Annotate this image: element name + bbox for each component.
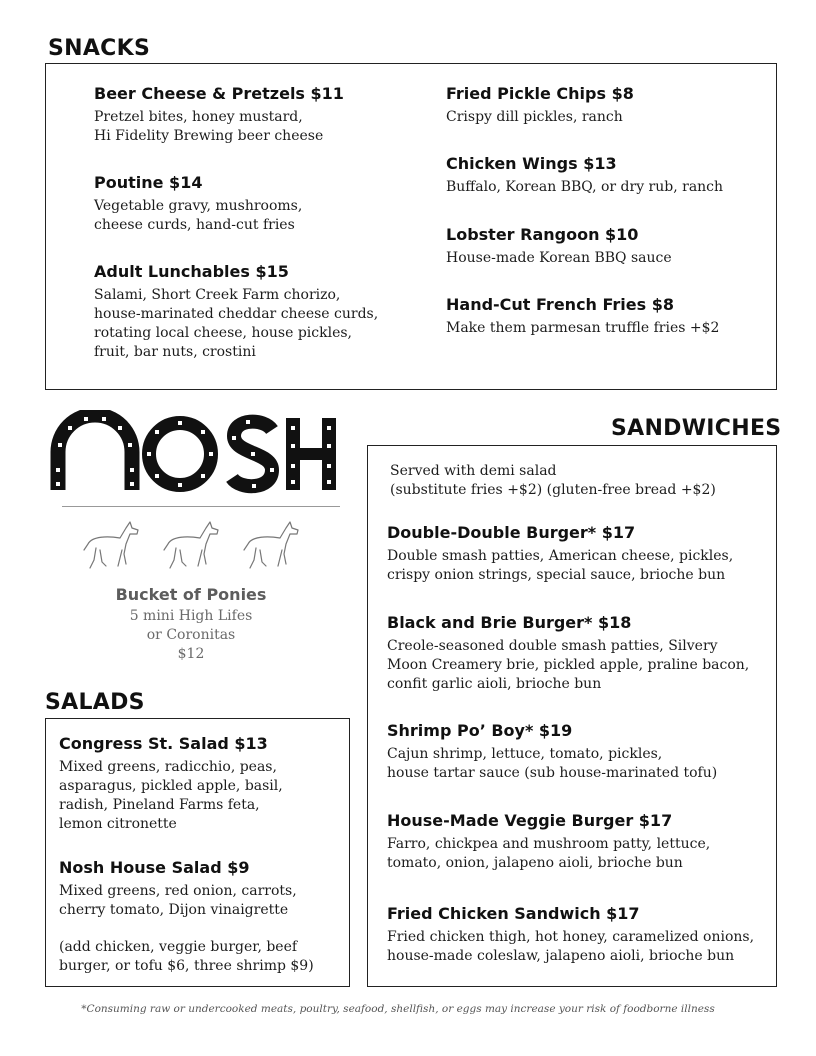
item-description: Vegetable gravy, mushrooms, cheese curds, hand-cut fries	[94, 198, 303, 233]
pony-icon	[244, 522, 298, 568]
letter-s	[232, 420, 274, 488]
menu-item	[446, 295, 766, 338]
item-name: Hand-Cut French Fries $8	[446, 295, 674, 314]
item-description: Mixed greens, red onion, carrots, cherry tomato, Dijon vinaigrette	[59, 883, 297, 918]
letter-h	[286, 418, 336, 490]
divider	[62, 506, 340, 507]
item-description: Mixed greens, radicchio, peas, asparagus, pickled apple, basil, radish, Pineland Farms feta, lemon citronette	[59, 759, 283, 832]
item-description: Fried chicken thigh, hot honey, caramelized onions, house-made coleslaw, jalapeno aioli, brioche bun	[387, 929, 755, 964]
menu-item	[446, 154, 766, 197]
item-name: Fried Chicken Sandwich $17	[387, 904, 640, 923]
snacks-title: SNACKS	[48, 36, 151, 61]
pony-icon	[164, 522, 218, 568]
item-name: Black and Brie Burger* $18	[387, 613, 632, 632]
menu-item	[94, 173, 424, 235]
horseshoe-icon	[56, 415, 134, 490]
menu-item	[94, 262, 424, 362]
item-description: Pretzel bites, honey mustard, Hi Fidelity Brewing beer cheese	[94, 109, 324, 144]
item-description: Farro, chickpea and mushroom patty, lettuce, tomato, onion, jalapeno aioli, brioche bun	[387, 836, 711, 871]
footnote: *Consuming raw or undercooked meats, poultry, seafood, shellfish, or eggs may increase your risk of foodborne illness	[81, 1003, 715, 1015]
sandwiches-title: SANDWICHES	[611, 416, 782, 441]
menu-item	[387, 721, 772, 783]
menu-item	[446, 84, 766, 127]
menu-item	[59, 734, 344, 834]
item-name: Nosh House Salad $9	[59, 858, 250, 877]
item-name: Poutine $14	[94, 173, 203, 192]
item-description: Salami, Short Creek Farm chorizo, house-marinated cheddar cheese curds, rotating local cheese, house pickles, fruit, bar nuts, crostini	[94, 287, 379, 360]
item-name: Chicken Wings $13	[446, 154, 617, 173]
menu-item	[387, 523, 772, 585]
item-description: Buffalo, Korean BBQ, or dry rub, ranch	[446, 179, 724, 195]
item-name: Shrimp Po’ Boy* $19	[387, 721, 573, 740]
item-name: Lobster Rangoon $10	[446, 225, 639, 244]
menu-item	[59, 858, 344, 920]
menu-item	[387, 904, 772, 966]
salads-title: SALADS	[45, 690, 145, 715]
menu-item	[387, 811, 772, 873]
letter-o	[147, 421, 213, 487]
bucket-line: or Coronitas	[146, 627, 236, 643]
menu-item	[446, 225, 766, 268]
bucket-name: Bucket of Ponies	[115, 585, 267, 604]
item-name: Beer Cheese & Pretzels $11	[94, 84, 344, 103]
item-name: Double-Double Burger* $17	[387, 523, 636, 542]
menu-item	[387, 613, 772, 694]
item-description: Crispy dill pickles, ranch	[446, 109, 623, 125]
bucket-of-ponies	[80, 585, 302, 664]
pony-icon	[84, 522, 138, 568]
item-description: Cajun shrimp, lettuce, tomato, pickles, house tartar sauce (sub house-marinated tofu)	[387, 746, 718, 781]
bucket-price: $12	[177, 646, 205, 662]
item-description: Double smash patties, American cheese, pickles, crispy onion strings, special sauce, brioche bun	[387, 548, 734, 583]
salad-addon-note: (add chicken, veggie burger, beef burger, or tofu $6, three shrimp $9)	[59, 939, 314, 974]
item-name: Adult Lunchables $15	[94, 262, 289, 281]
nosh-logo	[50, 410, 340, 495]
item-description: Make them parmesan truffle fries +$2	[446, 320, 720, 336]
sandwiches-intro: Served with demi salad (substitute fries +$2) (gluten-free bread +$2)	[390, 463, 716, 498]
item-description: House-made Korean BBQ sauce	[446, 250, 672, 266]
item-name: House-Made Veggie Burger $17	[387, 811, 673, 830]
menu-item	[94, 84, 424, 146]
item-name: Congress St. Salad $13	[59, 734, 268, 753]
ponies-illustration	[80, 518, 305, 572]
item-name: Fried Pickle Chips $8	[446, 84, 634, 103]
bucket-line: 5 mini High Lifes	[129, 608, 253, 624]
item-description: Creole-seasoned double smash patties, Silvery Moon Creamery brie, pickled apple, praline bacon, confit garlic aioli, brioche bun	[387, 638, 750, 692]
